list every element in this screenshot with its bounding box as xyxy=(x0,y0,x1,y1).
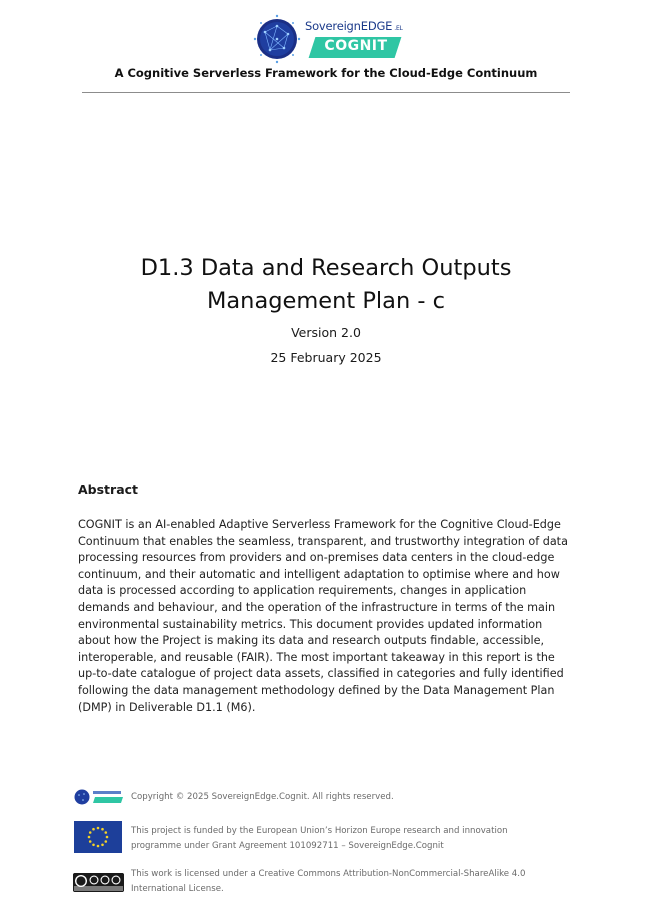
abstract-heading: Abstract xyxy=(78,482,139,497)
document-title xyxy=(80,252,572,318)
document-version: Version 2.0 xyxy=(291,325,361,340)
header-divider xyxy=(82,92,570,93)
brand-name: SovereignEDGE .EL xyxy=(305,19,403,33)
document-date: 25 February 2025 xyxy=(270,350,382,365)
funding-notice: This project is funded by the European Union’s Horizon Europe research and innovation programme under Grant Agreement 101092711 – SovereignEdge.Cognit xyxy=(131,826,508,851)
cognit-small-logo-icon xyxy=(73,788,125,806)
product-name: COGNIT xyxy=(324,38,388,54)
abstract-body: COGNIT is an AI-enabled Adaptive Serverless Framework for the Cognitive Cloud-Edge Continuum that enables the seamless, transparent, and trustworthy integration of data processing resources from providers and on-premises data centers in the cloud-edge continuum, and their automatic and intelligent adaptation to optimise where and how data is processed according to application requirements, changes in application demands and behaviour, and the operation of the infrastructure in terms of the main environmental sustainability metrics. This document provides updated information about how the Project is making its data and research outputs findable, accessible, interoperable, and reusable (FAIR). The most important takeaway in this report is the up-to-date catalogue of project data assets, classified in categories and fully identified following the data management methodology defined by the Data Management Plan (DMP) in Deliverable D1.1 (M6). xyxy=(78,518,568,714)
title-line-2: Management Plan - c xyxy=(206,288,446,314)
cc-by-nc-sa-icon xyxy=(73,873,124,892)
license-notice: This work is licensed under a Creative Commons Attribution-NonCommercial-ShareAlike 4.0 International License. xyxy=(131,869,526,894)
eu-flag-icon xyxy=(74,821,122,853)
copyright-notice: Copyright © 2025 SovereignEdge.Cognit. All rights reserved. xyxy=(131,792,394,802)
title-line-1: D1.3 Data and Research Outputs xyxy=(140,255,512,281)
header-subtitle: A Cognitive Serverless Framework for the Cloud-Edge Continuum xyxy=(114,66,538,80)
